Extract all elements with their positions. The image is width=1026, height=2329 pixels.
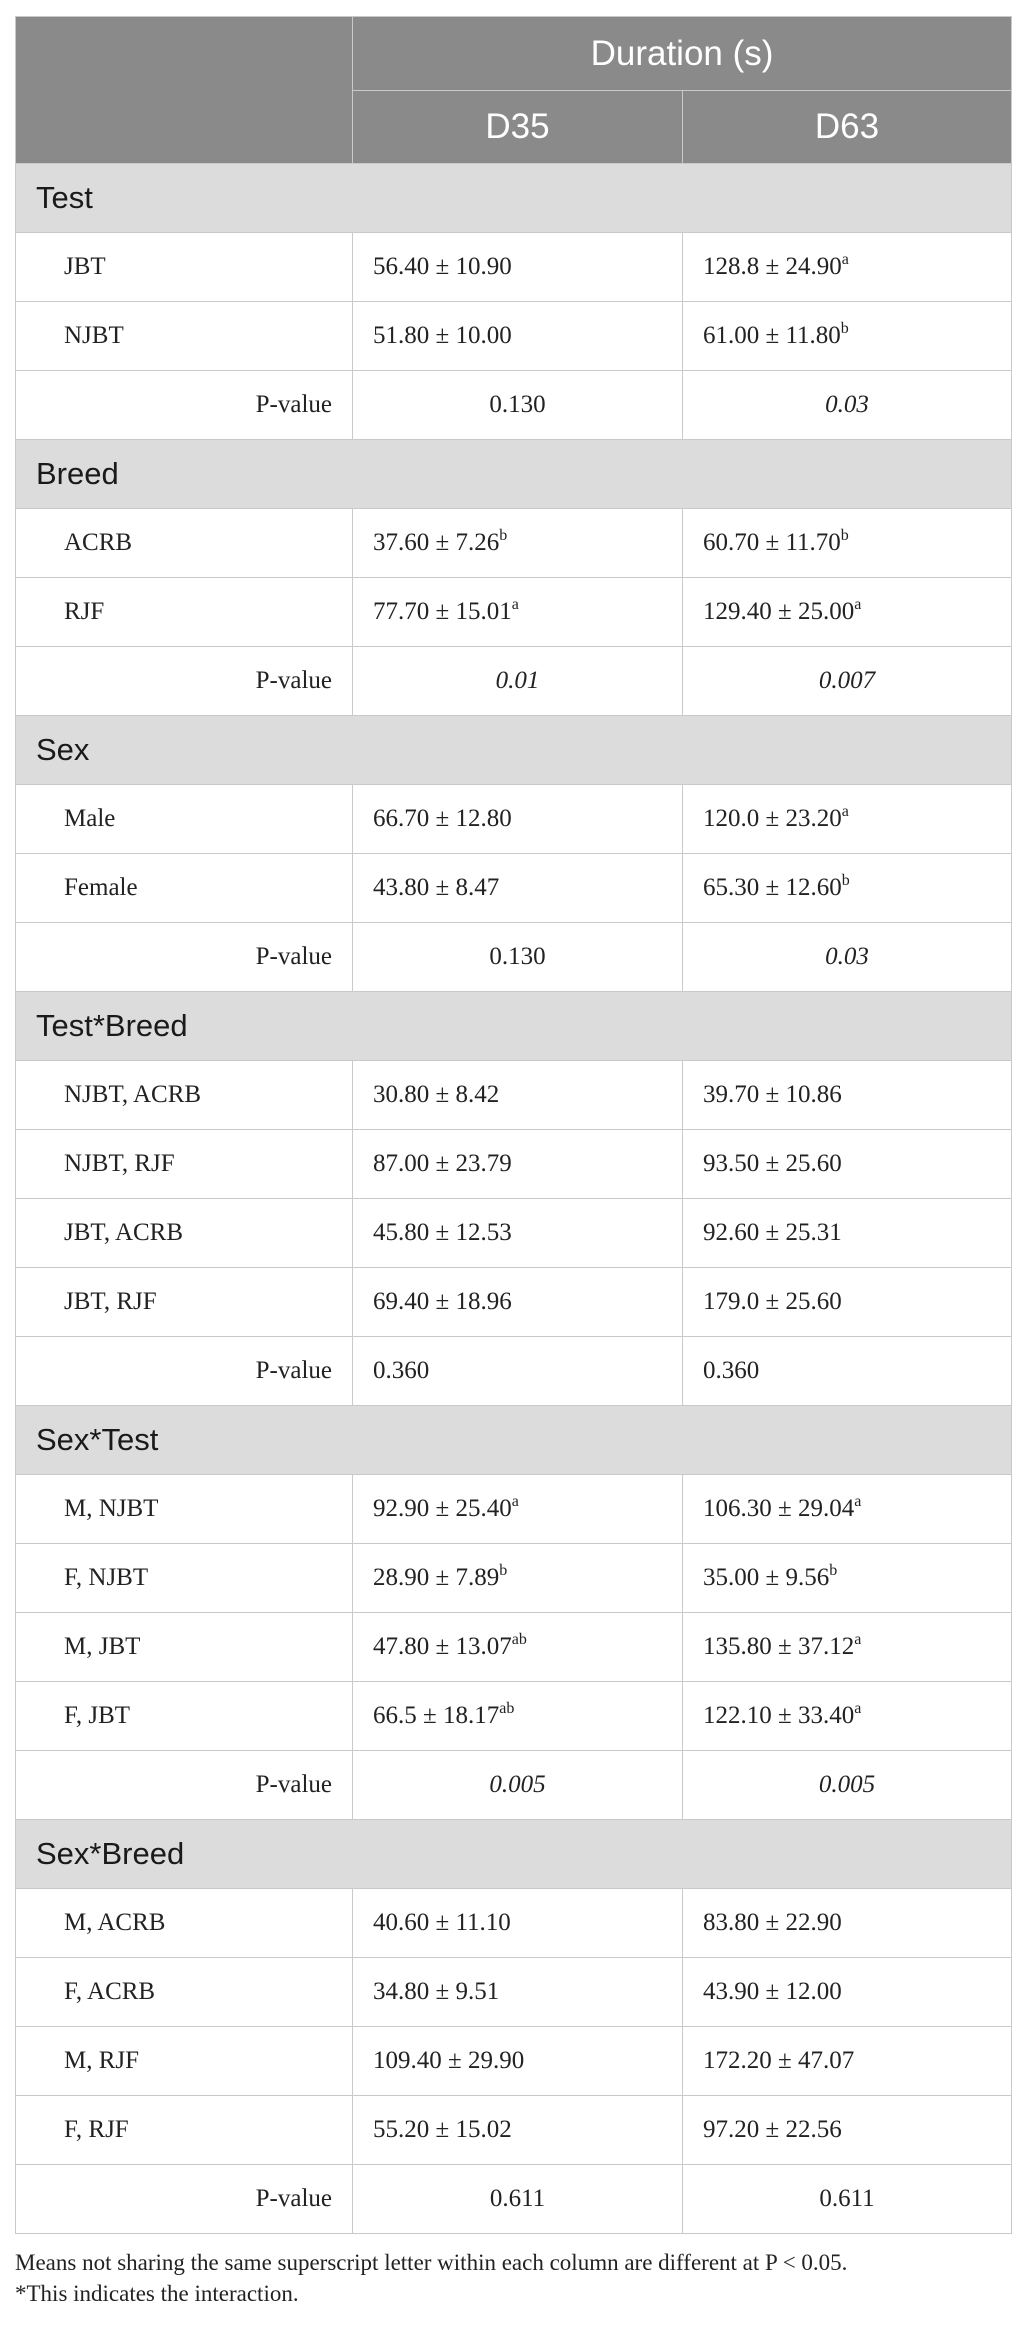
row-label-text: F, RJF: [64, 2116, 129, 2143]
row-label: [16, 1682, 353, 1751]
pvalue-row: [16, 1751, 1012, 1820]
header-corner-cell: [16, 17, 353, 164]
superscript-letter: a: [854, 1631, 862, 1648]
cell-d35: [353, 1544, 683, 1613]
pvalue-d63-text: 0.611: [819, 2185, 875, 2212]
pvalue-label-text: P-value: [255, 391, 332, 418]
cell-d63-text: 135.80 ± 37.12: [703, 1633, 855, 1660]
cell-d35-text: 69.40 ± 18.96: [373, 1288, 512, 1315]
cell-d35-text: 87.00 ± 23.79: [373, 1150, 512, 1177]
row-label: [16, 233, 353, 302]
cell-d63-text: 92.60 ± 25.31: [703, 1219, 842, 1246]
pvalue-label-text: P-value: [255, 667, 332, 694]
pvalue-label: [16, 371, 353, 440]
pvalue-d35: [353, 923, 683, 992]
cell-d63: [683, 1061, 1012, 1130]
pvalue-d35: [353, 2165, 683, 2234]
pvalue-d35-text: 0.360: [373, 1357, 430, 1384]
results-table-container: [15, 16, 1011, 2234]
table-row: [16, 854, 1012, 923]
pvalue-d63: [683, 1337, 1012, 1406]
pvalue-label: [16, 2165, 353, 2234]
cell-d35-text: 43.80 ± 8.47: [373, 874, 500, 901]
superscript-letter: a: [854, 1493, 862, 1510]
cell-d35-text: 47.80 ± 13.07: [373, 1633, 512, 1660]
pvalue-d63: [683, 923, 1012, 992]
row-label: [16, 302, 353, 371]
cell-d35: [353, 233, 683, 302]
section-title: Test: [16, 164, 1012, 233]
cell-d35: [353, 2096, 683, 2165]
row-label: [16, 1889, 353, 1958]
pvalue-label-text: P-value: [255, 2185, 332, 2212]
table-row: [16, 1682, 1012, 1751]
row-label: [16, 2027, 353, 2096]
section-title: Sex*Test: [16, 1406, 1012, 1475]
row-label-text: M, NJBT: [64, 1495, 159, 1522]
footnote-superscript: Means not sharing the same superscript letter within each column are different at P < 0.05.: [15, 2250, 848, 2275]
cell-d63-text: 97.20 ± 22.56: [703, 2116, 842, 2143]
row-label-text: Male: [64, 805, 116, 832]
row-label: [16, 1130, 353, 1199]
row-label-text: F, JBT: [64, 1702, 131, 1729]
cell-d35: [353, 1613, 683, 1682]
row-label-text: JBT: [64, 253, 106, 280]
cell-d35-text: 92.90 ± 25.40: [373, 1495, 512, 1522]
superscript-letter: a: [854, 596, 862, 613]
cell-d63: [683, 1130, 1012, 1199]
cell-d35: [353, 578, 683, 647]
pvalue-d63-text: 0.007: [818, 667, 876, 694]
pvalue-d63-text: 0.03: [825, 391, 869, 418]
pvalue-label-text: P-value: [255, 1357, 332, 1384]
cell-d63-text: 65.30 ± 12.60: [703, 874, 842, 901]
row-label-text: M, JBT: [64, 1633, 141, 1660]
row-label-text: RJF: [64, 598, 105, 625]
header-d63: D63: [683, 91, 1012, 164]
table-row: [16, 302, 1012, 371]
cell-d63: [683, 1199, 1012, 1268]
header-d35: D35: [353, 91, 683, 164]
cell-d63: [683, 854, 1012, 923]
section-header-row: [16, 1406, 1012, 1475]
pvalue-row: [16, 647, 1012, 716]
pvalue-label: [16, 923, 353, 992]
cell-d63: [683, 1958, 1012, 2027]
row-label-text: NJBT: [64, 322, 124, 349]
cell-d35-text: 55.20 ± 15.02: [373, 2116, 512, 2143]
cell-d35: [353, 1958, 683, 2027]
cell-d63-text: 129.40 ± 25.00: [703, 598, 855, 625]
pvalue-d63: [683, 1751, 1012, 1820]
pvalue-d35-text: 0.130: [489, 943, 546, 970]
section-header-row: [16, 1820, 1012, 1889]
superscript-letter: b: [840, 527, 849, 544]
pvalue-d63: [683, 647, 1012, 716]
section-title: Breed: [16, 440, 1012, 509]
pvalue-d63: [683, 371, 1012, 440]
superscript-letter: ab: [499, 1700, 515, 1717]
pvalue-label: [16, 647, 353, 716]
section-title: Sex: [16, 716, 1012, 785]
superscript-letter: a: [841, 251, 849, 268]
row-label: [16, 1475, 353, 1544]
section-header-row: [16, 992, 1012, 1061]
superscript-letter: b: [499, 527, 508, 544]
cell-d35-text: 56.40 ± 10.90: [373, 253, 512, 280]
row-label: [16, 1268, 353, 1337]
section-header-row: [16, 716, 1012, 785]
cell-d35: [353, 785, 683, 854]
cell-d63-text: 39.70 ± 10.86: [703, 1081, 842, 1108]
footnote-interaction: *This indicates the interaction.: [15, 2281, 299, 2306]
row-label: [16, 785, 353, 854]
section-title: Test*Breed: [16, 992, 1012, 1061]
row-label: [16, 578, 353, 647]
cell-d35: [353, 1889, 683, 1958]
cell-d63-text: 83.80 ± 22.90: [703, 1909, 842, 1936]
footnotes: [15, 2247, 1015, 2309]
pvalue-d35-text: 0.01: [495, 667, 540, 694]
table-row: [16, 2027, 1012, 2096]
table-row: [16, 1268, 1012, 1337]
table-row: [16, 233, 1012, 302]
cell-d35: [353, 302, 683, 371]
cell-d63-text: 43.90 ± 12.00: [703, 1978, 842, 2005]
row-label: [16, 1199, 353, 1268]
pvalue-d35-text: 0.611: [489, 2185, 546, 2212]
table-row: [16, 1475, 1012, 1544]
superscript-letter: ab: [511, 1631, 527, 1648]
section-title: Sex*Breed: [16, 1820, 1012, 1889]
table-row: [16, 1130, 1012, 1199]
pvalue-d63-text: 0.005: [818, 1771, 876, 1798]
pvalue-label-text: P-value: [255, 943, 332, 970]
row-label-text: JBT, RJF: [64, 1288, 157, 1315]
table-row: [16, 1889, 1012, 1958]
cell-d63-text: 60.70 ± 11.70: [703, 529, 841, 556]
cell-d63: [683, 1268, 1012, 1337]
pvalue-row: [16, 1337, 1012, 1406]
cell-d35-text: 40.60 ± 11.10: [373, 1909, 511, 1936]
cell-d63-text: 120.0 ± 23.20: [703, 805, 842, 832]
cell-d35-text: 28.90 ± 7.89: [373, 1564, 500, 1591]
row-label: [16, 509, 353, 578]
header-row-group: [16, 17, 1012, 91]
row-label: [16, 1958, 353, 2027]
pvalue-row: [16, 371, 1012, 440]
cell-d35-text: 37.60 ± 7.26: [373, 529, 500, 556]
row-label-text: F, ACRB: [64, 1978, 156, 2005]
cell-d35-text: 66.70 ± 12.80: [373, 805, 512, 832]
cell-d35: [353, 1475, 683, 1544]
cell-d63-text: 122.10 ± 33.40: [703, 1702, 855, 1729]
row-label: [16, 1544, 353, 1613]
cell-d63-text: 179.0 ± 25.60: [703, 1288, 842, 1315]
cell-d63-text: 128.8 ± 24.90: [703, 253, 842, 280]
cell-d63: [683, 1475, 1012, 1544]
cell-d35: [353, 1682, 683, 1751]
cell-d63: [683, 578, 1012, 647]
table-row: [16, 509, 1012, 578]
table-row: [16, 785, 1012, 854]
cell-d35-text: 30.80 ± 8.42: [373, 1081, 500, 1108]
table-body: [16, 164, 1012, 2234]
cell-d35-text: 109.40 ± 29.90: [373, 2047, 525, 2074]
table-row: [16, 1061, 1012, 1130]
pvalue-d35: [353, 647, 683, 716]
cell-d63-text: 106.30 ± 29.04: [703, 1495, 855, 1522]
row-label-text: ACRB: [64, 529, 133, 556]
duration-table: [15, 16, 1012, 2234]
cell-d63: [683, 1889, 1012, 1958]
header-duration: Duration (s): [353, 17, 1012, 91]
superscript-letter: b: [841, 872, 850, 889]
pvalue-label-text: P-value: [255, 1771, 332, 1798]
pvalue-label: [16, 1337, 353, 1406]
superscript-letter: a: [841, 803, 849, 820]
pvalue-d35: [353, 1337, 683, 1406]
pvalue-d35: [353, 1751, 683, 1820]
cell-d63-text: 172.20 ± 47.07: [703, 2047, 855, 2074]
table-row: [16, 578, 1012, 647]
superscript-letter: a: [511, 1493, 519, 1510]
pvalue-row: [16, 2165, 1012, 2234]
cell-d63: [683, 509, 1012, 578]
table-row: [16, 1958, 1012, 2027]
pvalue-d35-text: 0.005: [489, 1771, 546, 1798]
pvalue-d63-text: 0.03: [825, 943, 869, 970]
row-label: [16, 2096, 353, 2165]
cell-d63: [683, 233, 1012, 302]
table-row: [16, 1199, 1012, 1268]
table-row: [16, 1544, 1012, 1613]
cell-d63: [683, 1613, 1012, 1682]
cell-d63: [683, 2027, 1012, 2096]
cell-d35: [353, 1199, 683, 1268]
cell-d35: [353, 1268, 683, 1337]
cell-d63: [683, 785, 1012, 854]
row-label-text: M, ACRB: [64, 1909, 166, 1936]
superscript-letter: b: [499, 1562, 508, 1579]
cell-d63-text: 61.00 ± 11.80: [703, 322, 841, 349]
cell-d35-text: 77.70 ± 15.01: [373, 598, 512, 625]
section-header-row: [16, 164, 1012, 233]
table-row: [16, 2096, 1012, 2165]
row-label-text: F, NJBT: [64, 1564, 149, 1591]
cell-d35-text: 45.80 ± 12.53: [373, 1219, 512, 1246]
cell-d35-text: 34.80 ± 9.51: [373, 1978, 500, 2005]
section-header-row: [16, 440, 1012, 509]
row-label-text: Female: [64, 874, 138, 901]
pvalue-d35: [353, 371, 683, 440]
cell-d63: [683, 302, 1012, 371]
cell-d35: [353, 2027, 683, 2096]
row-label-text: NJBT, ACRB: [64, 1081, 202, 1108]
table-row: [16, 1613, 1012, 1682]
superscript-letter: b: [840, 320, 849, 337]
pvalue-row: [16, 923, 1012, 992]
pvalue-d63: [683, 2165, 1012, 2234]
pvalue-d35-text: 0.130: [489, 391, 546, 418]
row-label-text: NJBT, RJF: [64, 1150, 175, 1177]
superscript-letter: a: [511, 596, 519, 613]
cell-d35: [353, 854, 683, 923]
superscript-letter: a: [854, 1700, 862, 1717]
cell-d35: [353, 509, 683, 578]
superscript-letter: b: [829, 1562, 838, 1579]
cell-d35: [353, 1061, 683, 1130]
row-label-text: JBT, ACRB: [64, 1219, 184, 1246]
row-label-text: M, RJF: [64, 2047, 140, 2074]
cell-d63-text: 93.50 ± 25.60: [703, 1150, 842, 1177]
row-label: [16, 854, 353, 923]
row-label: [16, 1061, 353, 1130]
cell-d63: [683, 1682, 1012, 1751]
pvalue-label: [16, 1751, 353, 1820]
cell-d35: [353, 1130, 683, 1199]
cell-d35-text: 51.80 ± 10.00: [373, 322, 512, 349]
row-label: [16, 1613, 353, 1682]
cell-d63: [683, 1544, 1012, 1613]
cell-d63: [683, 2096, 1012, 2165]
pvalue-d63-text: 0.360: [703, 1357, 760, 1384]
cell-d63-text: 35.00 ± 9.56: [703, 1564, 830, 1591]
cell-d35-text: 66.5 ± 18.17: [373, 1702, 500, 1729]
